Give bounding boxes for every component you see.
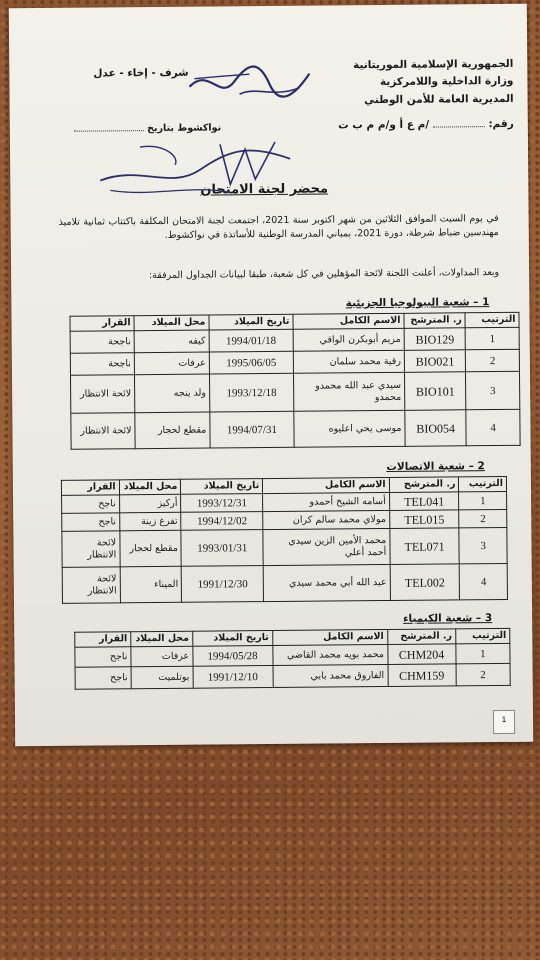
decision-cell: ناجح — [62, 513, 120, 532]
code-cell: BIO054 — [405, 410, 467, 447]
section-title: 2 – شعبة الاتصالات — [386, 460, 485, 473]
code-cell: CHM159 — [388, 664, 456, 687]
col-code: ر. المترشح — [389, 477, 459, 493]
code-cell: BIO021 — [404, 350, 466, 373]
pob-cell: مقطع لحجار — [120, 530, 182, 567]
col-name: الاسم الكامل — [272, 629, 387, 645]
col-rank: الترتيب — [465, 312, 519, 327]
page-number: 1 — [493, 710, 515, 734]
decision-cell: ناجح — [75, 667, 131, 689]
col-rank: الترتيب — [459, 476, 507, 491]
place-date-label: نواكشوط بتاريخ — [147, 122, 222, 135]
header-motto: شرف - إخاء - عدل — [93, 66, 189, 80]
decision-cell: ناجح — [75, 647, 131, 667]
decision-cell: لائحة الانتظار — [62, 531, 120, 568]
decision-cell: ناجحة — [70, 331, 134, 354]
header-ministry: وزارة الداخلية واللامركزية — [379, 74, 514, 89]
dob-cell: 1991/12/10 — [193, 665, 273, 688]
name-cell: عبد الله أبي محمد سيدي — [263, 564, 390, 601]
col-decision: القرار — [61, 480, 119, 496]
rank-cell: 4 — [460, 563, 508, 599]
intro-paragraph-2: وبعد المداولات، أعلنت اللجنة لائحة المؤهلين في كل شعبة، طبقا لبيانات الجداول المرفقة: — [148, 267, 500, 282]
decision-cell: لائحة الانتظار — [71, 413, 135, 450]
ref-label: رقم: — [488, 117, 514, 131]
decision-cell: ناجحة — [70, 353, 134, 376]
code-cell: BIO129 — [404, 328, 466, 351]
code-cell: TEL002 — [390, 564, 460, 601]
col-dob: تاريخ الميلاد — [181, 479, 263, 495]
dob-cell: 1991/12/30 — [182, 566, 264, 603]
col-pob: محل الميلاد — [134, 315, 209, 331]
rank-cell: 2 — [459, 509, 507, 527]
name-cell: مولاي محمد سالم كران — [263, 510, 390, 529]
dob-cell: 1993/12/31 — [181, 494, 263, 513]
table-row — [70, 371, 519, 413]
col-rank: الترتيب — [455, 628, 509, 643]
rank-cell: 4 — [466, 409, 520, 445]
col-decision: القرار — [70, 316, 134, 332]
pob-cell: الميناء — [120, 566, 182, 603]
place-date — [74, 122, 221, 134]
col-name: الاسم الكامل — [263, 477, 390, 493]
rank-cell: 1 — [456, 643, 510, 663]
pob-cell: أركيز — [119, 494, 181, 513]
section-title: 3 – شعبة الكيمياء — [403, 612, 493, 625]
pob-cell: عرفات — [134, 352, 209, 375]
ref-line — [338, 118, 514, 132]
decision-cell: لائحة الانتظار — [70, 375, 134, 414]
ref-value: /م ع أ و/م م ب ت — [338, 118, 430, 132]
rank-cell: 1 — [465, 327, 519, 349]
rank-cell: 3 — [459, 527, 507, 563]
rank-cell: 3 — [466, 371, 520, 409]
table-row — [75, 663, 510, 689]
candidates-table — [69, 312, 520, 450]
pob-cell: عرفات — [131, 646, 193, 667]
section-title: 1 – شعبة البيولوجيا الجزيئية — [345, 296, 490, 310]
name-cell: مريم أبوبكرن الواقي — [293, 328, 404, 351]
table-row — [62, 563, 507, 603]
name-cell: أسامه الشيخ أحمدو — [263, 492, 390, 511]
col-code: ر. المترشح — [404, 313, 465, 329]
col-name: الاسم الكامل — [293, 313, 404, 329]
dob-cell: 1994/07/31 — [210, 411, 294, 448]
pob-cell: مقطع لحجار — [135, 412, 210, 449]
intro-paragraph: في يوم السبت الموافق الثلاثين من شهر اكتوبر سنة 2021، اجتمعت لجنة الامتحان المكلفة باكتتاب ثمانية تلاميذ مهندسين ضباط شرطة، دورة 2021، بمباني المدرسة الوطنية للأساتذة في نواكشوط. — [58, 213, 499, 241]
candidates-table — [61, 476, 508, 604]
col-decision: القرار — [75, 632, 131, 647]
code-cell: TEL015 — [389, 510, 459, 529]
code-cell: TEL041 — [389, 492, 459, 511]
dob-cell: 1995/06/05 — [209, 351, 293, 374]
code-cell: TEL071 — [390, 528, 460, 565]
rank-cell: 1 — [459, 491, 507, 509]
rank-cell: 2 — [456, 663, 511, 685]
table-row — [71, 409, 520, 449]
col-dob: تاريخ الميلاد — [192, 630, 272, 646]
rank-cell: 2 — [466, 349, 520, 371]
dob-cell: 1994/01/18 — [209, 329, 293, 352]
dob-cell: 1994/12/02 — [181, 512, 263, 531]
name-cell: سيدي عبد الله محمدو محمدو — [293, 372, 404, 411]
candidates-table — [74, 628, 510, 690]
pob-cell: بوتلميت — [131, 666, 193, 689]
decision-cell: لائحة الانتظار — [62, 567, 120, 604]
col-dob: تاريخ الميلاد — [209, 314, 293, 330]
col-pob: محل الميلاد — [119, 479, 181, 495]
pob-cell: ولد ينجه — [135, 374, 210, 413]
header-directorate: المديرية العامة للأمن الوطني — [364, 92, 514, 107]
decision-cell: ناجح — [62, 495, 120, 514]
col-pob: محل الميلاد — [131, 631, 193, 647]
code-cell: CHM204 — [387, 644, 455, 665]
name-cell: الفاروق محمد بابي — [273, 664, 388, 687]
page-title: محضر لجنة الامتحان — [200, 181, 329, 198]
code-cell: BIO101 — [404, 372, 466, 411]
name-cell: موسى يحي اعليوه — [294, 410, 405, 447]
header-republic: الجمهورية الإسلامية الموريتانية — [353, 57, 514, 72]
dob-cell: 1993/12/18 — [209, 373, 293, 412]
col-code: ر. المترشح — [387, 629, 455, 645]
pob-cell: تفرغ زينة — [119, 512, 181, 531]
dob-cell: 1994/05/28 — [193, 645, 273, 666]
pob-cell: كيفه — [134, 330, 209, 353]
name-cell: محمد بويه محمد القاضي — [272, 644, 387, 665]
signature-mark — [179, 56, 319, 107]
table-row — [62, 527, 507, 567]
document-page — [9, 4, 533, 746]
name-cell: رقية محمد سلمان — [293, 350, 404, 373]
dob-cell: 1993/01/31 — [181, 530, 263, 567]
name-cell: محمد الأمين الزين سيدي أحمد أعلي — [263, 528, 390, 565]
